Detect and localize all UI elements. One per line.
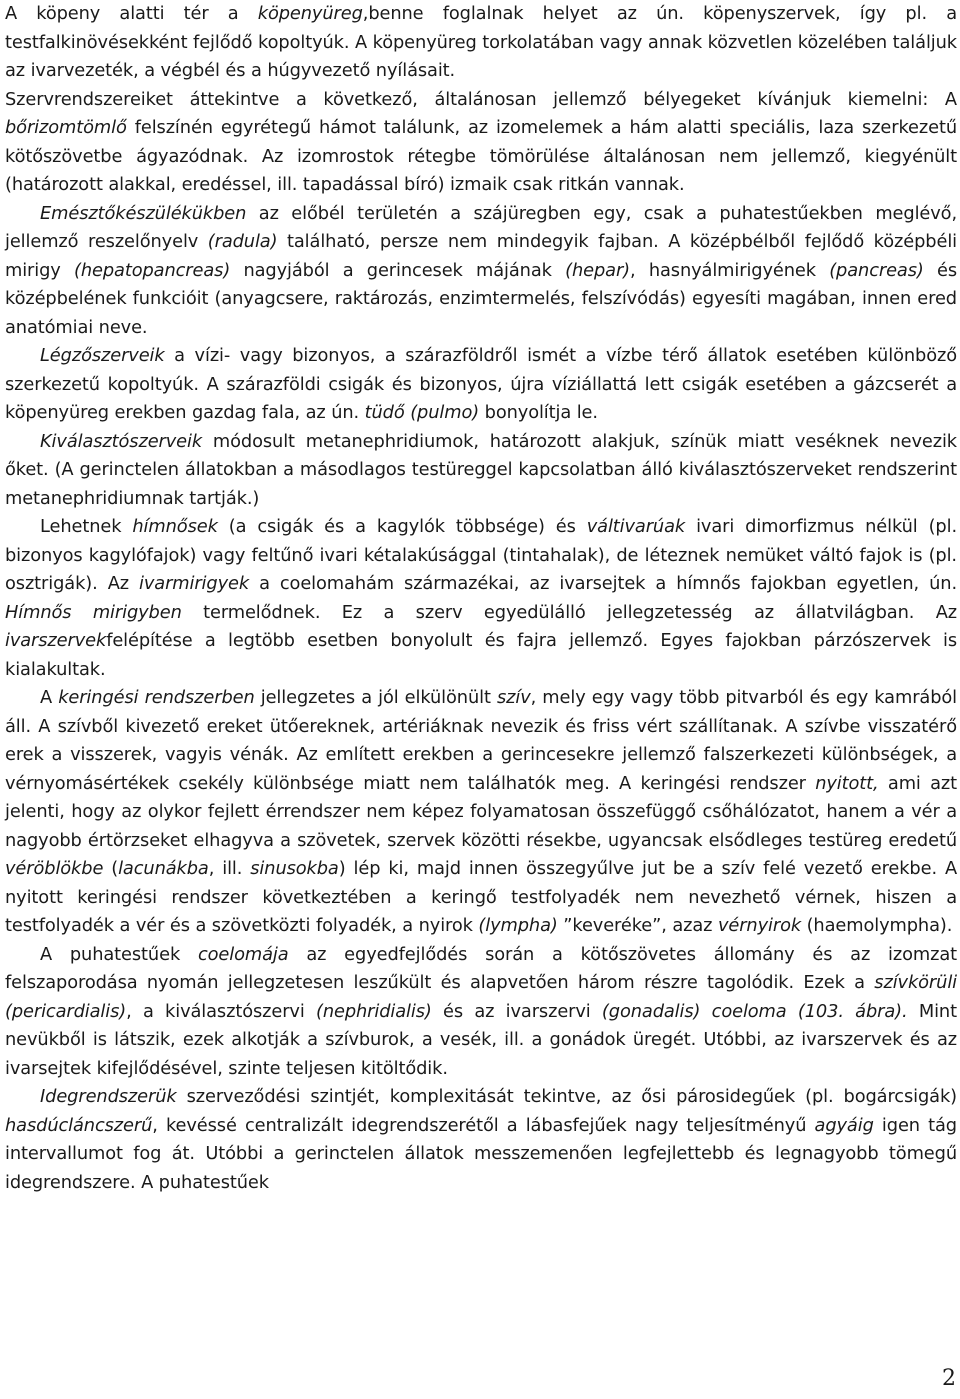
italic-term: (lympha) — [478, 915, 558, 936]
italic-term: (pancreas) — [829, 259, 924, 281]
italic-term: (gonadalis) coeloma (103. ábra). — [601, 1000, 908, 1022]
paragraph — [5, 941, 957, 1084]
text-run: jellegzetes a jól elkülönült — [254, 687, 497, 708]
text-run: , hasnyálmirigyének — [630, 259, 830, 281]
text-run: ami azt jelenti, hogy az olykor fejlett érrendszer nem képez folyamatosan összefüggő csőhálózatot, hanem a vér a nagyobb értörzseket elhagyva a szövetek, szervek közötti résekbe, ugyancsak elsődleges testüreg eredetű — [5, 772, 957, 851]
paragraph — [5, 684, 957, 941]
paragraph — [5, 342, 957, 428]
italic-term: Hímnős mirigyben — [5, 601, 182, 623]
text-run: Lehetnek — [40, 516, 133, 537]
text-run: felszínén egyrétegű hámot találunk, az izomelemek a hám alatti speciális, laza szerkezetű kötőszövetbe ágyazódnak. Az izomrostok rétegbe tömörülése általánosan nem jellemző, kiegyénült (határozott alakkal, eredéssel, ill. tapadással bíró) izmaik csak ritkán vannak. — [5, 117, 957, 195]
italic-term: szívkörüli (pericardialis) — [5, 972, 957, 1022]
text-run: felépítése a legtöbb esetben bonyolult és fajra jellemző. Egyes fajokban párzószervek is kialakultak. — [5, 630, 957, 680]
text-run: A puhatestűek — [40, 943, 198, 965]
italic-term: vérnyirok — [717, 915, 802, 936]
text-run: ( — [103, 858, 119, 879]
italic-term: sinusokba — [250, 858, 339, 879]
text-run: szerveződési szintjét, komplexitását tekintve, az ősi párosidegűek (pl. bogárcsigák) — [176, 1086, 957, 1107]
document-body — [5, 0, 957, 1197]
paragraph — [5, 200, 957, 343]
document-page — [5, 0, 957, 1197]
text-run: , ill. — [208, 858, 251, 879]
italic-term: ivarmirigyek — [139, 573, 250, 594]
italic-term: váltivarúak — [586, 516, 686, 537]
italic-term: ivarszervek — [5, 630, 107, 651]
text-run: és az ivarszervi — [431, 1000, 602, 1022]
text-run: A köpeny alatti tér a — [5, 3, 258, 24]
italic-term: tüdő (pulmo) — [364, 402, 480, 423]
text-run: (a csigák és a kagylók többsége) és — [217, 516, 587, 537]
paragraph — [5, 1083, 957, 1197]
text-run: Szervrendszereiket áttekintve a következő, általánosan jellemző bélyegeket kívánjuk kiemelni: A — [5, 88, 957, 110]
text-run: ivari dimorfizmus nélkül (pl. bizonyos kagylófajok) vagy feltűnő ivari kétalakúsággal (tintahalak), de léteznek nemüket váltó fajok is (pl. osztrigák). Az — [5, 516, 957, 594]
text-run: termelődnek. Ez a szerv egyedülálló jellegzetesség az állatvilágban. Az — [181, 601, 957, 623]
text-run: (haemolympha). — [801, 915, 953, 936]
italic-term: (hepatopancreas) — [74, 259, 231, 281]
italic-term: keringési rendszerben — [58, 687, 255, 708]
text-run: található, persze nem mindegyik fajban. A középbélből fejlődő középbéli mirigy — [5, 231, 957, 281]
italic-term: (hepar) — [565, 259, 630, 281]
text-run: bonyolítja le. — [479, 402, 598, 423]
text-run: ,benne foglalnak helyet az ún. köpenyszervek, így pl. a testfalkinövésekként fejlődő kopoltyúk. A köpenyüreg torkolatában vagy annak közvetlen közelében találjuk az ivarvezeték, a végbél és a húgyvezető nyílásait. — [5, 3, 958, 81]
text-run: az egyedfejlődés során a kötőszövetes állomány és az izomzat felszaporodása nyomán jellegzetesen leszűkült és alapvetően három részre tagolódik. Ezek a — [5, 943, 957, 993]
italic-term: hasdúcláncszerű — [5, 1114, 153, 1136]
italic-term: hímnősek — [132, 516, 218, 537]
text-run: a coelomahám származékai, az ivarsejtek a hímnős fajokban egyetlen, ún. — [249, 573, 957, 594]
text-run: nagyjából a gerincesek májának — [230, 259, 566, 281]
italic-term: (nephridialis) — [315, 1000, 432, 1022]
italic-term: (radula) — [207, 231, 278, 252]
text-run: az előbél területén a szájüregben egy, csak a puhatestűekben meglévő, jellemző reszelőnyelv — [5, 202, 957, 252]
text-run: , kevéssé centralizált idegrendszerétől a lábasfejűek nagy teljesítményű — [152, 1114, 815, 1136]
italic-term: bőrizomtömlő — [5, 117, 127, 138]
italic-term: szív — [496, 687, 531, 708]
paragraph — [5, 513, 957, 684]
text-run: , mely egy vagy több pitvarból és egy kamrából áll. A szívből kivezető ereket ütőereknek, artériáknak nevezik és friss vért szállítanak. A szívbe visszatérő erek a visszerek, vagyis vénák. Az említett erekben a gerincesekre jellemző falszerkezeti különbségek, a vérnyomásértékek csekély különbsége miatt nem találhatók meg. A keringési rendszer — [5, 687, 958, 794]
italic-term: Idegrendszerük — [40, 1086, 177, 1107]
italic-term: Kiválasztószerveik — [40, 430, 203, 452]
paragraph — [5, 0, 957, 86]
italic-term: véröblökbe — [5, 858, 104, 879]
italic-term: nyitott, — [815, 772, 879, 794]
italic-term: coelomája — [197, 943, 289, 965]
text-run: a vízi- vagy bizonyos, a szárazföldről ismét a vízbe térő állatok esetében különböző szerkezetű kopoltyúk. A szárazföldi csigák és bizonyos, újra víziállattá lett csigák esetében a gázcserét a köpenyüreg erekben gazdag fala, az ún. — [5, 345, 957, 423]
italic-term: Légzőszerveik — [40, 345, 165, 366]
italic-term: agyáig — [814, 1114, 874, 1136]
text-run: módosult metanephridiumok, határozott alakjuk, színük miatt veséknek nevezik őket. (A gerinctelen állatokban a másodlagos testüreggel kapcsolatban álló kiválasztószerveket rendszerint metanephridiumnak tartják.) — [5, 430, 957, 509]
text-run: Mint nevükből is látszik, ezek alkotják a szívburok, a vesék, ill. a gonádok üregét. Utóbbi, az ivarszervek és az ivarsejtek kifejlődésével, szinte teljesen kitöltődik. — [5, 1000, 957, 1079]
paragraph — [5, 428, 957, 514]
text-run: ) lép ki, majd innen összegyűlve jut be a szív felé vezető erekbe. A nyitott keringési rendszer következtében a keringő testfolyadék nem nevezhető vérnek, hiszen a testfolyadék a vér és a szövetközti folyadék, a nyirok — [5, 858, 958, 936]
italic-term: Emésztőkészülékükben — [40, 202, 247, 224]
text-run: és középbelének funkcióit (anyagcsere, raktározás, enzimtermelés, felszívódás) egyesíti magában, innen ered anatómiai neve. — [5, 259, 958, 338]
italic-term: lacunákba — [118, 858, 209, 879]
text-run: , a kiválasztószervi — [126, 1000, 316, 1022]
text-run: ”keveréke”, azaz — [557, 915, 718, 936]
page-number: 2 — [942, 1366, 956, 1391]
text-run: A — [40, 687, 59, 708]
italic-term: köpenyüreg — [257, 3, 363, 24]
text-run: igen tág intervallumot fog át. Utóbbi a gerinctelen állatok messzemenően legfejlettebb és legnagyobb tömegű idegrendszere. A puhatestűek — [5, 1114, 957, 1193]
paragraph — [5, 86, 957, 200]
